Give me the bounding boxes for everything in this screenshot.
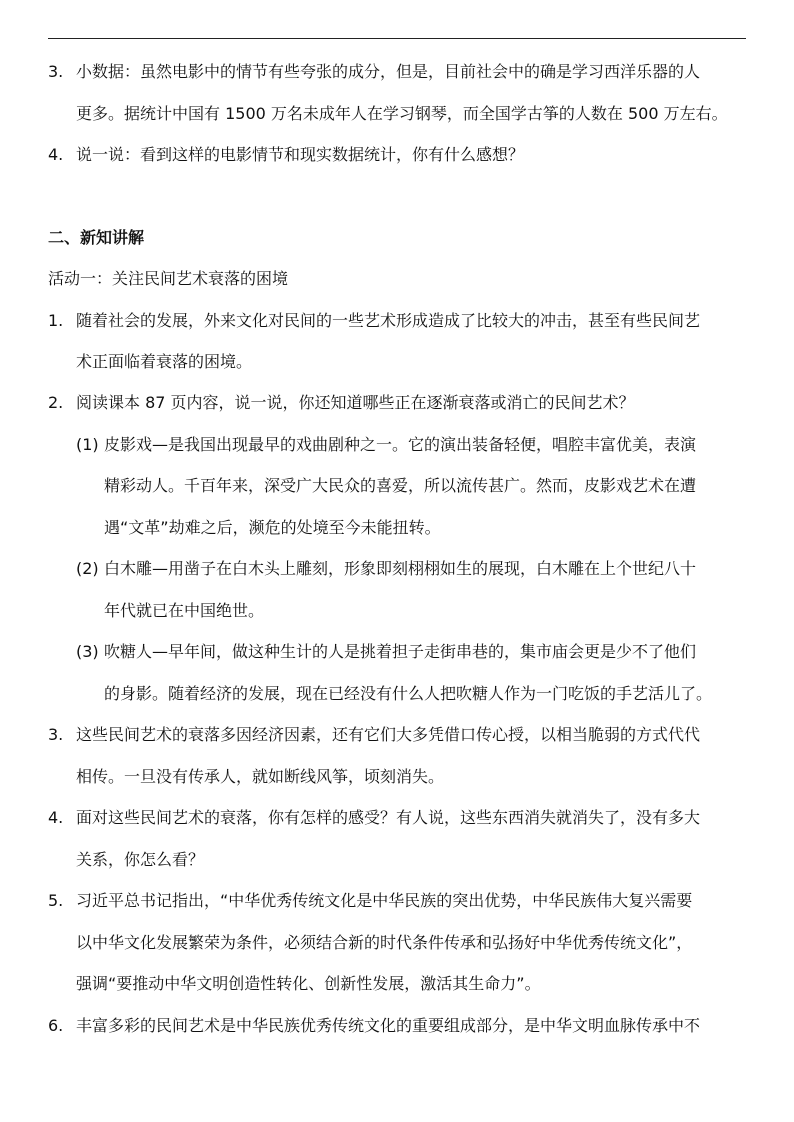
- list-number: 4.: [48, 808, 64, 827]
- list-number: 1.: [48, 311, 64, 330]
- header-rule: [48, 38, 746, 39]
- paragraph-line: 年代就已在中国绝世。: [104, 601, 265, 620]
- paragraph-line: 习近平总书记指出，“中华优秀传统文化是中华民族的突出优势，中华民族伟大复兴需要: [76, 891, 693, 910]
- paragraph-line: 白木雕—用凿子在白木头上雕刻，形象即刻栩栩如生的展现，白木雕在上个世纪八十: [104, 559, 697, 578]
- paragraph-line: 强调“要推动中华文明创造性转化、创新性发展，激活其生命力”。: [76, 974, 541, 993]
- sub-list-number: (1): [76, 435, 99, 454]
- paragraph-line: 随着社会的发展，外来文化对民间的一些艺术形成造成了比较大的冲击，甚至有些民间艺: [76, 311, 701, 330]
- paragraph-line: 更多。据统计中国有 1500 万名未成年人在学习钢琴，而全国学古筝的人数在 500 万左右。: [76, 104, 728, 123]
- activity-heading: 活动一：关注民间艺术衰落的困境: [48, 269, 289, 288]
- list-number: 3.: [48, 62, 64, 81]
- paragraph-line: 以中华文化发展繁荣为条件，必须结合新的时代条件传承和弘扬好中华优秀传统文化”，: [76, 933, 693, 952]
- paragraph-line: 这些民间艺术的衰落多因经济因素，还有它们大多凭借口传心授，以相当脆弱的方式代代: [76, 725, 701, 744]
- paragraph-line: 精彩动人。千百年来，深受广大民众的喜爱，所以流传甚广。然而，皮影戏艺术在遭: [104, 476, 697, 495]
- paragraph-line: 吹糖人—早年间，做这种生计的人是挑着担子走街串巷的，集市庙会更是少不了他们: [104, 642, 697, 661]
- paragraph-line: 相传。一旦没有传承人，就如断线风筝，顷刻消失。: [76, 767, 445, 786]
- paragraph-line: 关系，你怎么看？: [76, 850, 205, 869]
- paragraph-line: 阅读课本 87 页内容，说一说，你还知道哪些正在逐渐衰落或消亡的民间艺术？: [76, 393, 635, 412]
- list-number: 5.: [48, 891, 64, 910]
- list-number: 2.: [48, 393, 64, 412]
- paragraph-line: 遇“文革”劫难之后，濒危的处境至今未能扭转。: [104, 518, 441, 537]
- paragraph-line: 丰富多彩的民间艺术是中华民族优秀传统文化的重要组成部分，是中华文明血脉传承中不: [76, 1016, 701, 1035]
- list-number: 3.: [48, 725, 64, 744]
- paragraph-line: 小数据：虽然电影中的情节有些夸张的成分，但是，目前社会中的确是学习西洋乐器的人: [76, 62, 701, 81]
- paragraph-line: 术正面临着衰落的困境。: [76, 352, 253, 371]
- list-number: 4.: [48, 145, 64, 164]
- section-heading: 二、新知讲解: [48, 228, 145, 247]
- paragraph-line: 说一说：看到这样的电影情节和现实数据统计，你有什么感想？: [76, 145, 525, 164]
- list-number: 6.: [48, 1016, 64, 1035]
- paragraph-line: 皮影戏—是我国出现最早的戏曲剧种之一。它的演出装备轻便，唱腔丰富优美，表演: [104, 435, 697, 454]
- sub-list-number: (3): [76, 642, 99, 661]
- sub-list-number: (2): [76, 559, 99, 578]
- paragraph-line: 的身影。随着经济的发展，现在已经没有什么人把吹糖人作为一门吃饭的手艺活儿了。: [104, 684, 713, 703]
- paragraph-line: 面对这些民间艺术的衰落，你有怎样的感受？有人说，这些东西消失就消失了，没有多大: [76, 808, 701, 827]
